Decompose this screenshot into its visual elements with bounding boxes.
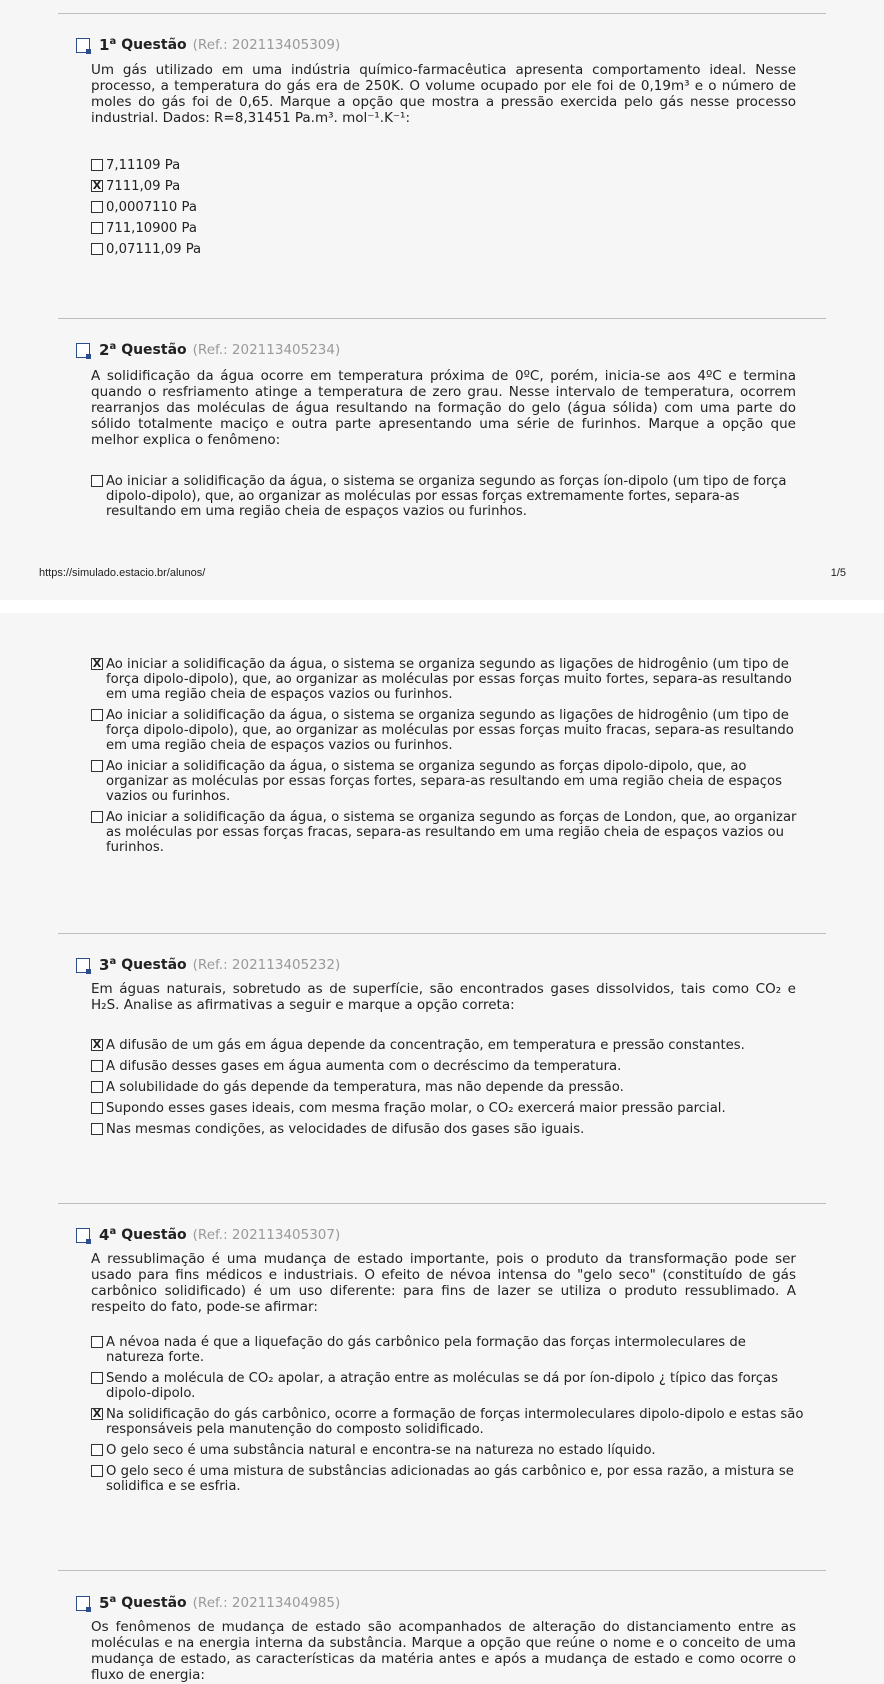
checkbox[interactable] [91, 1102, 103, 1114]
checkbox[interactable] [91, 1465, 103, 1477]
option[interactable] [91, 657, 806, 702]
checkbox[interactable] [91, 1060, 103, 1072]
option[interactable] [91, 708, 806, 753]
question-label: Questão [121, 957, 187, 973]
option-text: A névoa nada é que a liquefação do gás carbônico pela formação das forças intermoleculares de natureza forte. [106, 1335, 746, 1365]
question-label: Questão [121, 37, 187, 53]
divider [58, 933, 826, 934]
checkbox[interactable] [91, 1336, 103, 1348]
question-2-header [76, 337, 340, 363]
option-text: Ao iniciar a solidificação da água, o sistema se organiza segundo as ligações de hidrogênio (um tipo de força dipolo-dipolo), que, ao organizar as moléculas por essas forças muito fracas, separa-as resultando em uma região cheia de espaços vazios ou furinhos. [106, 708, 794, 753]
checkbox[interactable] [91, 1123, 103, 1135]
option-text: Sendo a molécula de CO₂ apolar, a atração entre as moléculas se dá por íon-dipolo ¿ típico das forças dipolo-dipolo. [106, 1371, 779, 1401]
checkbox[interactable] [91, 222, 103, 234]
option[interactable] [91, 242, 806, 257]
checkbox[interactable] [91, 475, 103, 487]
checkbox[interactable] [91, 159, 103, 171]
question-1-options [91, 158, 806, 263]
option-text: O gelo seco é uma substância natural e encontra-se na natureza no estado líquido. [106, 1443, 656, 1458]
option[interactable] [91, 1371, 806, 1401]
option-text: A difusão desses gases em água aumenta com o decréscimo da temperatura. [106, 1059, 622, 1074]
footer-page-number: 1/5 [830, 567, 846, 579]
checkbox-checked[interactable]: X [92, 1407, 102, 1420]
pdf-page-1 [0, 0, 884, 600]
question-number: 5$^a$ [99, 1594, 117, 1612]
option-text: Nas mesmas condições, as velocidades de difusão dos gases são iguais. [106, 1122, 585, 1137]
divider [58, 1570, 826, 1571]
question-2-text: A solidificação da água ocorre em temperatura próxima de 0ºC, porém, inicia-se aos 4ºC e termina quando o resfriamento atinge a temperatura de zero grau. Nesse intervalo de temperatura, ocorrem rearranjos das moléculas de água resultando na formação do gelo (água sólida) com uma parte do sólido totalmente maciço e outra parte apresentando uma série de furinhos. Marque a opção que melhor explica o fenômeno: [91, 368, 796, 448]
divider [58, 318, 826, 319]
option-text: Na solidificação do gás carbônico, ocorre a formação de forças intermoleculares dipolo-dipolo e estas são responsáveis pela manutenção do composto solidificado. [106, 1407, 804, 1437]
question-label: Questão [121, 342, 187, 358]
checkbox[interactable] [91, 201, 103, 213]
option-text: 0,0007110 Pa [106, 200, 197, 215]
question-4-text: A ressublimação é uma mudança de estado importante, pois o produto da transformação pode ser usado para fins médicos e industriais. O efeito de névoa intensa do "gelo seco" (constituído de gás carbônico solidificado) é um uso diferente: para fins de lazer se utiliza o produto ressublimado. A respeito do fato, pode-se afirmar: [91, 1251, 796, 1315]
footer-url: https://simulado.estacio.br/alunos/ [39, 567, 206, 579]
option-text: A solubilidade do gás depende da temperatura, mas não depende da pressão. [106, 1080, 624, 1095]
checkbox-checked[interactable]: X [92, 657, 102, 670]
question-number: 3$^a$ [99, 956, 117, 974]
question-ref: (Ref.: 202113405232) [192, 957, 341, 973]
option[interactable] [91, 221, 806, 236]
question-ref: (Ref.: 202113404985) [192, 1595, 341, 1611]
document-icon [76, 343, 90, 358]
option[interactable] [91, 1443, 806, 1458]
option[interactable] [91, 1059, 806, 1074]
document-icon [76, 1596, 90, 1611]
pdf-page-2 [0, 613, 884, 1684]
question-5-header [76, 1590, 340, 1616]
question-5-text: Os fenômenos de mudança de estado são acompanhados de alteração do distanciamento entre as moléculas e na energia interna da substância. Marque a opção que reúne o nome e o conceito de uma mudança de estado, as características da matéria antes e após a mudança de estado e como ocorre o fluxo de energia: [91, 1619, 796, 1683]
checkbox[interactable] [91, 1081, 103, 1093]
question-1-text: Um gás utilizado em uma indústria químico-farmacêutica apresenta comportamento ideal. Nesse processo, a temperatura do gás era de 250K. O volume ocupado por ele foi de 0,19m³ e o número de moles do gás foi de 0,65. Marque a opção que mostra a pressão exercida pelo gás nesse processo industrial. Dados: R=8,31451 Pa.m³. mol⁻¹.K⁻¹: [91, 62, 796, 126]
question-ref: (Ref.: 202113405309) [192, 37, 341, 53]
document-icon [76, 958, 90, 973]
option-text: 7,11109 Pa [106, 158, 181, 173]
option-text: A difusão de um gás em água depende da concentração, em temperatura e pressão constantes. [106, 1038, 745, 1053]
page-gap [0, 600, 884, 613]
document-icon [76, 38, 90, 53]
option-text: Ao iniciar a solidificação da água, o sistema se organiza segundo as forças dipolo-dipolo, que, ao organizar as moléculas por essas forças fortes, separa-as resultando em uma região cheia de espaços vazios ou furinhos. [106, 759, 782, 804]
question-1-header [76, 32, 340, 58]
option-text: Ao iniciar a solidificação da água, o sistema se organiza segundo as forças de London, que, ao organizar as moléculas por essas forças fracas, separa-as resultando em uma região cheia de espaços vazios ou furinhos. [106, 810, 797, 855]
option[interactable] [91, 1335, 806, 1365]
option[interactable] [91, 158, 806, 173]
option[interactable] [91, 1080, 806, 1095]
checkbox[interactable] [91, 760, 103, 772]
question-3-options [91, 1038, 806, 1143]
option-text: O gelo seco é uma mistura de substâncias adicionadas ao gás carbônico e, por essa razão, a mistura se solidifica e se esfria. [106, 1464, 794, 1494]
option[interactable] [91, 1101, 806, 1116]
checkbox[interactable] [91, 1444, 103, 1456]
option-text: Ao iniciar a solidificação da água, o sistema se organiza segundo as ligações de hidrogênio (um tipo de força dipolo-dipolo), que, ao organizar as moléculas por essas forças muito fortes, separa-as resultando em uma região cheia de espaços vazios ou furinhos. [106, 657, 792, 702]
option[interactable] [91, 1407, 806, 1437]
checkbox[interactable] [91, 709, 103, 721]
question-3-header [76, 952, 340, 978]
option[interactable] [91, 810, 806, 855]
question-4-options [91, 1335, 806, 1500]
option[interactable] [91, 1122, 806, 1137]
question-3-text: Em águas naturais, sobretudo as de superfície, são encontrados gases dissolvidos, tais como CO₂ e H₂S. Analise as afirmativas a seguir e marque a opção correta: [91, 981, 796, 1013]
option-text: Ao iniciar a solidificação da água, o sistema se organiza segundo as forças íon-dipolo (um tipo de força dipolo-dipolo), que, ao organizar as moléculas por essas forças extremamente fortes, separa-as resultando em uma região cheia de espaços vazios ou furinhos. [106, 474, 787, 519]
divider [58, 1203, 826, 1204]
option-text: 711,10900 Pa [106, 221, 197, 236]
question-number: 1$^a$ [99, 36, 117, 54]
checkbox[interactable] [91, 811, 103, 823]
question-4-header [76, 1222, 340, 1248]
checkbox[interactable] [91, 1372, 103, 1384]
question-ref: (Ref.: 202113405307) [192, 1227, 341, 1243]
question-ref: (Ref.: 202113405234) [192, 342, 341, 358]
option[interactable] [91, 200, 806, 215]
option-text: 0,07111,09 Pa [106, 242, 202, 257]
option[interactable] [91, 179, 806, 194]
checkbox[interactable] [91, 243, 103, 255]
option[interactable] [91, 759, 806, 804]
option[interactable] [91, 474, 806, 519]
question-2-options [91, 474, 806, 525]
document-icon [76, 1228, 90, 1243]
option-text: Supondo esses gases ideais, com mesma fração molar, o CO₂ exercerá maior pressão parcial. [106, 1101, 726, 1116]
option-text: 7111,09 Pa [106, 179, 181, 194]
question-2-options-continued [91, 657, 806, 861]
divider [58, 13, 826, 14]
question-label: Questão [121, 1595, 187, 1611]
checkbox-checked[interactable]: X [92, 1038, 102, 1051]
checkbox-checked[interactable]: X [92, 179, 102, 192]
option[interactable] [91, 1038, 806, 1053]
question-label: Questão [121, 1227, 187, 1243]
question-number: 4$^a$ [99, 1226, 117, 1244]
question-number: 2$^a$ [99, 341, 117, 359]
option[interactable] [91, 1464, 806, 1494]
